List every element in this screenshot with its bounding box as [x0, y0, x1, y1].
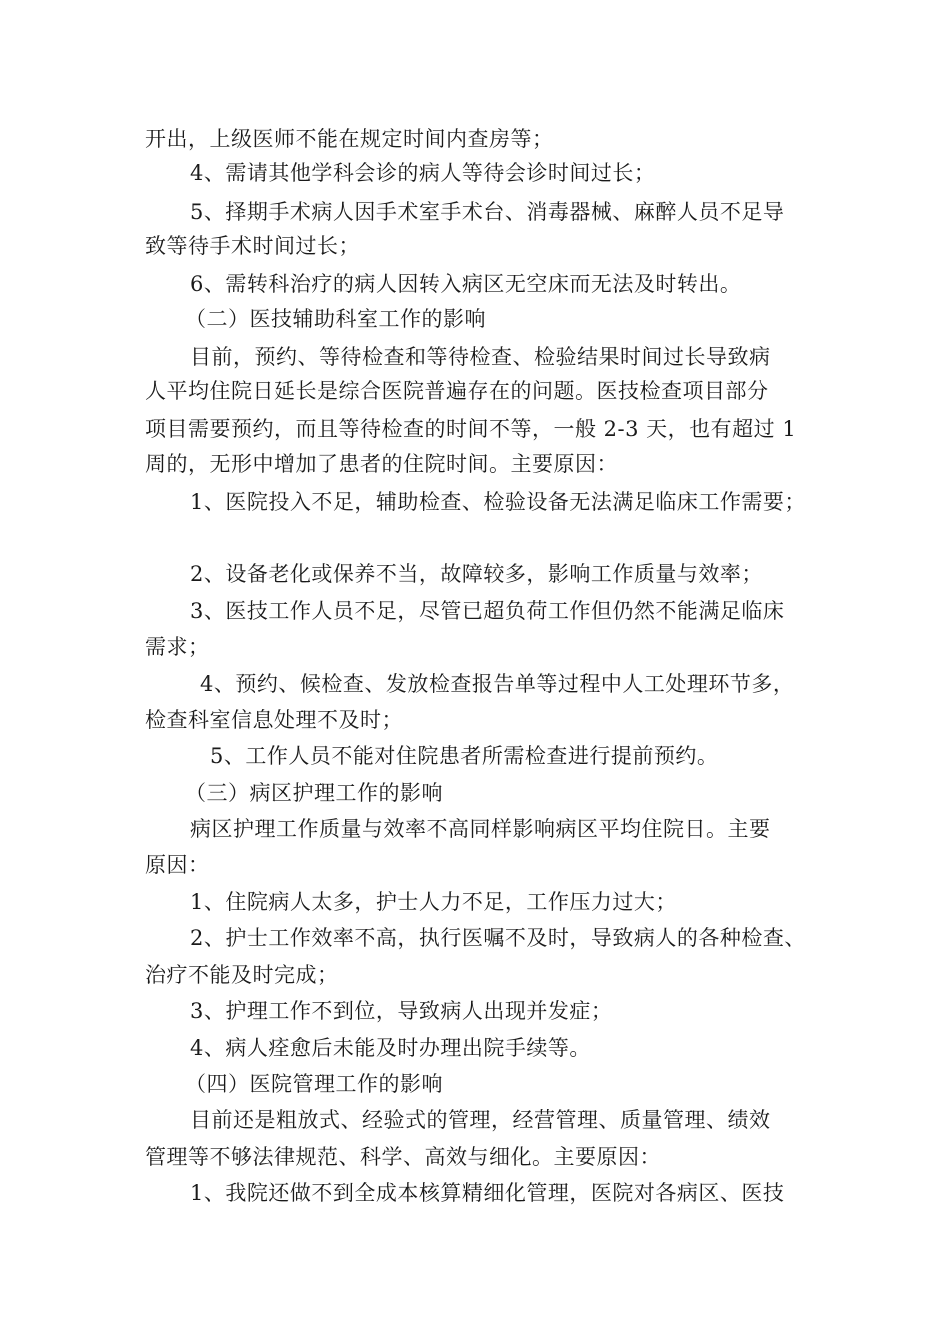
text-line: 开出，上级医师不能在规定时间内查房等； [145, 127, 554, 151]
text-line: 目前还是粗放式、经验式的管理，经营管理、质量管理、绩效 [190, 1108, 771, 1132]
text-line: 1、医院投入不足，辅助检查、检验设备无法满足临床工作需要； [190, 490, 806, 514]
text-line: 2、护士工作效率不高，执行医嘱不及时，导致病人的各种检查、 [190, 926, 806, 950]
text-line: 2、设备老化或保养不当，故障较多，影响工作质量与效率； [190, 562, 763, 586]
text-line: 1、住院病人太多，护士人力不足，工作压力过大； [190, 890, 677, 914]
text-line: 3、医技工作人员不足，尽管已超负荷工作但仍然不能满足临床 [190, 599, 785, 623]
text-line: 6、需转科治疗的病人因转入病区无空床而无法及时转出。 [190, 272, 742, 296]
section-heading: （三）病区护理工作的影响 [185, 781, 443, 805]
text-line: 4、病人痊愈后未能及时办理出院手续等。 [190, 1036, 591, 1060]
text-line: 管理等不够法律规范、科学、高效与细化。主要原因： [145, 1145, 661, 1169]
text-line: 检查科室信息处理不及时； [145, 708, 403, 732]
text-line: 4、预约、候检查、发放检查报告单等过程中人工处理环节多， [200, 672, 795, 696]
text-line: 病区护理工作质量与效率不高同样影响病区平均住院日。主要 [190, 817, 771, 841]
text-line: 目前，预约、等待检查和等待检查、检验结果时间过长导致病 [190, 345, 771, 369]
text-line: 5、择期手术病人因手术室手术台、消毒器械、麻醉人员不足导 [190, 200, 785, 224]
text-line: 治疗不能及时完成； [145, 963, 339, 987]
section-heading: （二）医技辅助科室工作的影响 [185, 307, 486, 331]
text-line: 4、需请其他学科会诊的病人等待会诊时间过长； [190, 161, 656, 185]
text-line: 原因： [145, 853, 210, 877]
text-line: 5、工作人员不能对住院患者所需检查进行提前预约。 [210, 744, 719, 768]
text-line: 3、护理工作不到位，导致病人出现并发症； [190, 999, 613, 1023]
text-line: 致等待手术时间过长； [145, 234, 360, 258]
text-line: 需求； [145, 635, 210, 659]
text-line: 项目需要预约，而且等待检查的时间不等，一般 2-3 天，也有超过 1 [145, 417, 797, 441]
text-line: 周的，无形中增加了患者的住院时间。主要原因： [145, 452, 618, 476]
text-line: 人平均住院日延长是综合医院普遍存在的问题。医技检查项目部分 [145, 379, 769, 403]
text-line: 1、我院还做不到全成本核算精细化管理，医院对各病区、医技 [190, 1181, 785, 1205]
section-heading: （四）医院管理工作的影响 [185, 1072, 443, 1096]
